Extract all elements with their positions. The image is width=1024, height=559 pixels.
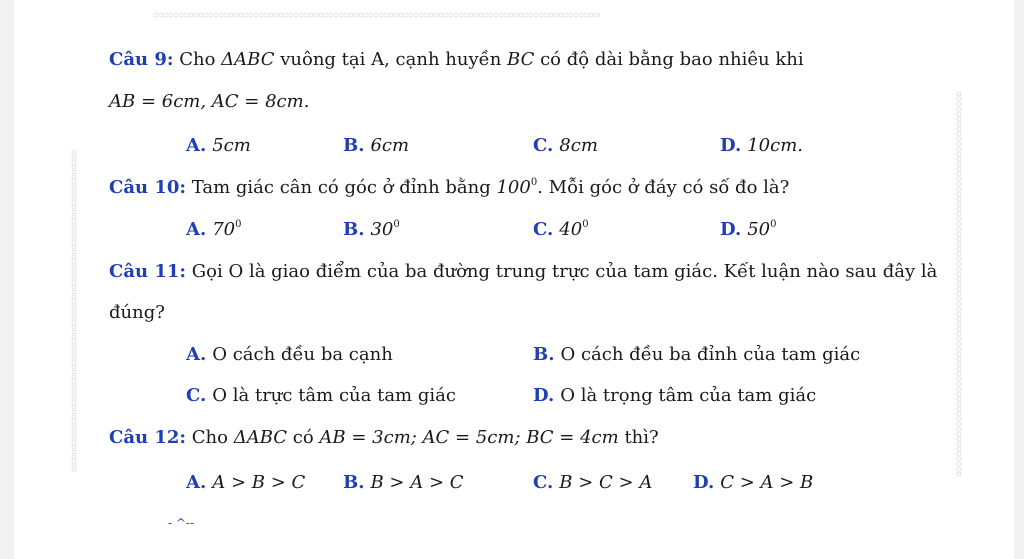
option-value: 70: [212, 219, 236, 240]
option-letter: B.: [343, 472, 365, 493]
option-value: 6cm: [370, 135, 410, 156]
question-12-option-d[interactable]: [693, 472, 813, 494]
option-value: O cách đều ba cạnh: [212, 344, 393, 365]
option-letter: A.: [186, 472, 207, 493]
question-12-condition: AB = 3cm; AC = 5cm; BC = 4cm: [319, 427, 619, 448]
question-9-line-1: [109, 49, 804, 71]
question-12-text-a: Cho: [186, 427, 234, 448]
option-letter: D.: [533, 385, 555, 406]
option-degree: 0: [582, 219, 589, 230]
option-letter: B.: [533, 344, 555, 365]
option-value: 50: [747, 219, 771, 240]
option-letter: D.: [720, 219, 742, 240]
question-9-option-d[interactable]: [720, 135, 803, 157]
option-letter: C.: [533, 135, 554, 156]
option-value: C > A > B: [720, 472, 814, 493]
footer-mark: - ^--: [168, 516, 195, 530]
question-12-line: [109, 427, 659, 449]
option-letter: A.: [186, 344, 207, 365]
question-10-text-a: Tam giác cân có góc ở đỉnh bằng: [186, 177, 497, 198]
question-12-option-a[interactable]: [186, 472, 305, 494]
question-10-text-b: . Mỗi góc ở đáy có số đo là?: [537, 177, 790, 198]
top-wavy-border: [154, 12, 600, 19]
question-11-option-a[interactable]: [186, 344, 393, 366]
question-10-option-d[interactable]: [720, 219, 777, 241]
question-12-option-b[interactable]: [343, 472, 464, 494]
option-letter: D.: [693, 472, 715, 493]
question-11-text-a: Gọi O là giao điểm của ba đường trung trực của tam giác. Kết luận nào sau đây là: [186, 261, 938, 282]
option-letter: C.: [186, 385, 207, 406]
option-value: A > B > C: [212, 472, 306, 493]
question-10-degree: 0: [530, 177, 538, 188]
question-9-triangle: ΔABC: [221, 49, 275, 70]
option-letter: C.: [533, 219, 554, 240]
option-value: B > C > A: [559, 472, 653, 493]
left-wavy-border: [71, 150, 78, 472]
question-9-option-b[interactable]: [343, 135, 409, 157]
question-10-label: Câu 10:: [109, 177, 187, 198]
option-degree: 0: [770, 219, 777, 230]
question-9-option-c[interactable]: [533, 135, 598, 157]
question-9-text-a: Cho: [173, 49, 222, 70]
question-11-line-1: [109, 261, 937, 283]
question-9-text-c: có độ dài bằng bao nhiêu khi: [534, 49, 804, 70]
question-11-option-d[interactable]: [533, 385, 816, 407]
question-10-angle: 100: [496, 177, 531, 198]
question-9-option-a[interactable]: [186, 135, 251, 157]
option-degree: 0: [393, 219, 400, 230]
option-value: 10cm.: [747, 135, 804, 156]
option-letter: B.: [343, 219, 365, 240]
option-value: B > A > C: [370, 472, 464, 493]
question-9-line-2: [109, 91, 309, 113]
question-9-condition: AB = 6cm, AC = 8cm: [109, 91, 304, 112]
question-9-condition-end: .: [303, 91, 310, 112]
question-12-text-b: có: [287, 427, 320, 448]
question-10-option-c[interactable]: [533, 219, 589, 241]
question-11-label: Câu 11:: [109, 261, 187, 282]
option-value: O cách đều ba đỉnh của tam giác: [560, 344, 861, 365]
option-degree: 0: [235, 219, 242, 230]
question-11-text-b: đúng?: [109, 302, 165, 323]
right-wavy-border: [956, 92, 963, 476]
option-value: 5cm: [212, 135, 251, 156]
question-9-bc: BC: [507, 49, 535, 70]
option-letter: B.: [343, 135, 365, 156]
option-letter: C.: [533, 472, 554, 493]
question-9-text-b: vuông tại A, cạnh huyền: [274, 49, 508, 70]
option-value: 30: [370, 219, 394, 240]
option-letter: D.: [720, 135, 742, 156]
option-value: O là trọng tâm của tam giác: [560, 385, 817, 406]
question-10-option-a[interactable]: [186, 219, 242, 241]
question-11-option-c[interactable]: [186, 385, 456, 407]
option-value: O là trực tâm của tam giác: [212, 385, 456, 406]
option-letter: A.: [186, 135, 207, 156]
question-12-triangle: ΔABC: [233, 427, 288, 448]
option-value: 8cm: [559, 135, 598, 156]
question-12-option-c[interactable]: [533, 472, 652, 494]
question-12-text-c: thì?: [618, 427, 659, 448]
question-9-label: Câu 9:: [109, 49, 174, 70]
question-10-option-b[interactable]: [343, 219, 400, 241]
question-11-option-b[interactable]: [533, 344, 860, 366]
question-12-label: Câu 12:: [109, 427, 187, 448]
option-letter: A.: [186, 219, 207, 240]
question-11-line-2: [109, 302, 165, 324]
question-10-line: [109, 177, 789, 199]
option-value: 40: [559, 219, 583, 240]
